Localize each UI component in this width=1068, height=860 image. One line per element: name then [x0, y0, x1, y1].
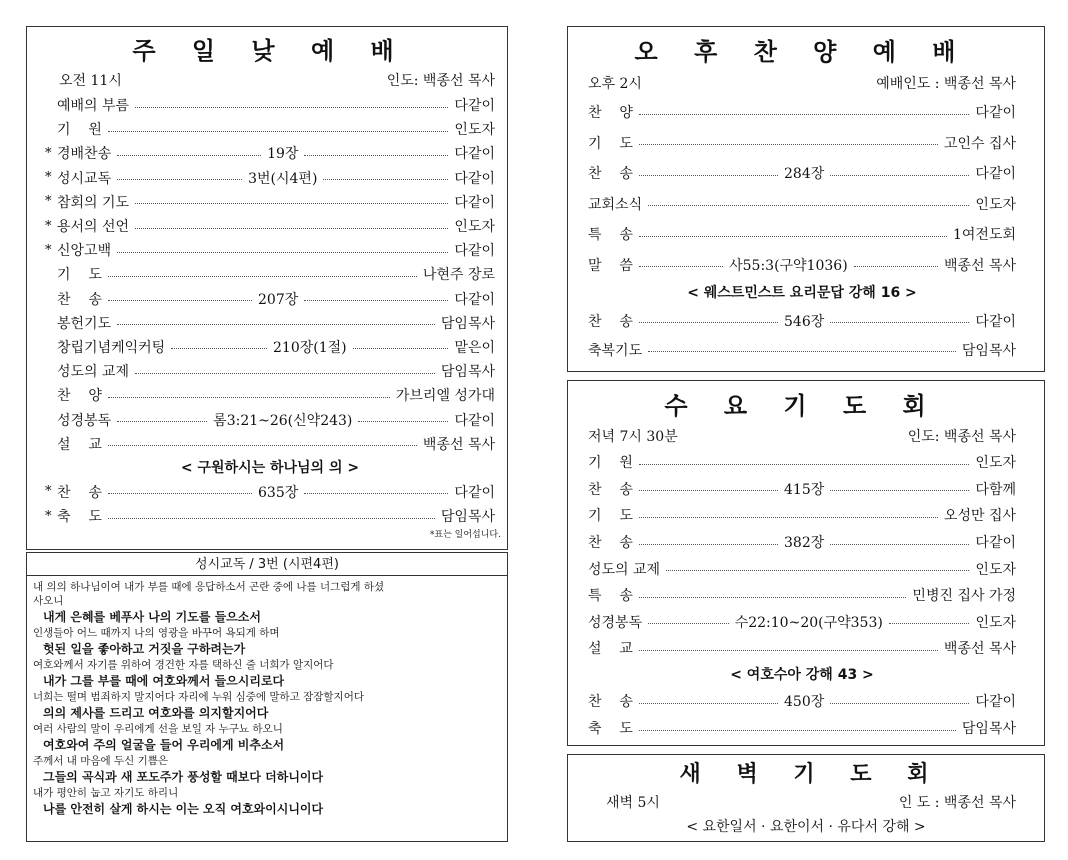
- wednesday-service-time: 저녁 7시 30분: [588, 429, 678, 445]
- dotted-leader: [639, 490, 778, 491]
- order-item: [588, 529, 1016, 556]
- order-item-label: 성도의 교제: [57, 364, 130, 381]
- wednesday-order-list: [588, 449, 1016, 662]
- dotted-leader: [358, 421, 448, 422]
- dotted-leader: [108, 276, 417, 277]
- psalm-lines: [33, 580, 501, 818]
- dotted-leader: [639, 464, 970, 465]
- psalm-leader-line: 사오니: [33, 595, 64, 607]
- order-item-label: 창립기념케익커팅: [57, 339, 166, 356]
- order-item-person: 다같이: [975, 166, 1016, 183]
- order-item-detail: 284장: [784, 166, 825, 183]
- order-item-detail: 635장: [258, 484, 299, 501]
- standing-marker: *: [45, 484, 52, 500]
- dawn-service-box: [567, 754, 1045, 842]
- order-item-person: 민병진 집사 가정: [912, 588, 1016, 605]
- order-item-detail: 415장: [784, 481, 825, 498]
- order-item-person: 맡은이: [454, 339, 496, 356]
- order-item-label: 경배찬송: [57, 146, 112, 163]
- order-item-label: 찬 송: [57, 291, 102, 308]
- standing-marker: *: [45, 170, 52, 186]
- order-item-person: 인도자: [975, 196, 1016, 213]
- order-item-label: 축복기도: [588, 342, 643, 359]
- order-item-label: 설 교: [57, 436, 102, 453]
- dawn-service-leader: 인 도 : 백종선 목사: [898, 795, 1016, 811]
- psalm-leader-line: 내가 평안히 눕고 자기도 하리니: [33, 787, 179, 799]
- order-item-detail: 수22:10~20(구약353): [734, 614, 883, 631]
- psalm-reading-box: [26, 552, 508, 842]
- dawn-service-topic: < 요한일서 · 요한이서 · 유다서 강해 >: [686, 819, 926, 835]
- psalm-response-line: 의의 제사를 드리고 여호와를 의지할지어다: [43, 706, 269, 720]
- order-item-label: 특 송: [588, 227, 633, 244]
- dotted-leader: [108, 300, 252, 301]
- order-item-label: 찬 송: [588, 481, 633, 498]
- dotted-leader: [108, 131, 449, 132]
- order-item-person: 1여전도회: [952, 227, 1016, 244]
- psalm-reading-title: 성시교독 / 3번 (시편4편): [27, 555, 507, 576]
- dotted-leader: [135, 373, 435, 374]
- order-item-label: 교회소식: [588, 196, 643, 213]
- order-item: [588, 158, 1016, 189]
- order-item: [588, 306, 1016, 335]
- order-item-person: 다같이: [975, 313, 1016, 330]
- dotted-leader: [353, 348, 449, 349]
- order-item-person: 백종선 목사: [943, 257, 1017, 274]
- dotted-leader: [666, 570, 969, 571]
- afternoon-sermon-title: < 웨스트민스트 요리문답 강해 16 >: [687, 285, 917, 301]
- dotted-leader: [639, 175, 778, 176]
- order-item-person: 가브리엘 성가대: [395, 388, 495, 405]
- dotted-leader: [648, 205, 969, 206]
- order-item: [45, 504, 495, 528]
- dotted-leader: [117, 155, 261, 156]
- psalm-response-line: 헛된 일을 좋아하고 거짓을 구하려는가: [43, 642, 246, 656]
- dotted-leader: [639, 266, 723, 267]
- order-item: [45, 311, 495, 335]
- dotted-leader: [639, 144, 938, 145]
- order-item-person: 다같이: [454, 170, 495, 187]
- order-item: [588, 635, 1016, 662]
- order-item-person: 담임목사: [440, 315, 495, 332]
- dotted-leader: [304, 300, 448, 301]
- order-item-person: 다같이: [454, 484, 495, 501]
- dotted-leader: [135, 228, 448, 229]
- dotted-leader: [108, 397, 390, 398]
- sunday-service-time: 오전 11시: [59, 73, 122, 89]
- order-item: [45, 407, 495, 431]
- order-item-label: 찬 송: [57, 484, 102, 501]
- dotted-leader: [830, 544, 969, 545]
- order-item: [588, 128, 1016, 159]
- order-item-label: 말 씀: [588, 257, 633, 274]
- order-item-person: 담임목사: [440, 509, 495, 526]
- psalm-leader-line: 주께서 내 마음에 두신 기쁨은: [33, 755, 169, 767]
- wednesday-sermon-title: < 여호수아 강해 43 >: [730, 666, 874, 683]
- dotted-leader: [639, 517, 938, 518]
- order-item: [588, 609, 1016, 636]
- dotted-leader: [830, 322, 969, 323]
- order-item-label: 성도의 교제: [588, 561, 661, 578]
- dotted-leader: [304, 493, 448, 494]
- dotted-leader: [117, 179, 242, 180]
- order-item: [45, 480, 495, 504]
- dotted-leader: [639, 114, 970, 115]
- order-item-label: 찬 송: [588, 166, 633, 183]
- wednesday-order-list-end: [588, 688, 1016, 742]
- order-item-label: 용서의 선언: [57, 219, 130, 236]
- order-item-label: 축 도: [588, 721, 633, 738]
- dotted-leader: [135, 107, 448, 108]
- order-item-detail: 210장(1절): [273, 339, 347, 356]
- order-item-label: 찬 송: [588, 313, 633, 330]
- sunday-service-leader: 인도: 백종선 목사: [386, 73, 495, 89]
- standing-note: *표는 일어섭니다.: [429, 530, 501, 541]
- order-item-person: 다같이: [975, 535, 1016, 552]
- order-item-person: 다같이: [454, 412, 496, 429]
- wednesday-service-box: [567, 380, 1045, 746]
- wednesday-service-title: 수 요 기 도 회: [664, 392, 940, 420]
- order-item-person: 오성만 집사: [943, 508, 1016, 525]
- order-item-label: 성경봉독: [588, 614, 643, 631]
- order-item-label: 성시교독: [57, 170, 112, 187]
- dotted-leader: [304, 155, 448, 156]
- afternoon-service-title: 오 후 찬 양 예 배: [634, 38, 970, 66]
- standing-marker: *: [45, 242, 52, 258]
- order-item: [45, 287, 495, 311]
- standing-marker: *: [45, 218, 52, 234]
- order-item-person: 백종선 목사: [943, 641, 1016, 658]
- sunday-service-box: [26, 26, 508, 550]
- dawn-service-title: 새 벽 기 도 회: [679, 762, 943, 787]
- order-item-label: 참회의 기도: [57, 194, 130, 211]
- afternoon-service-header: [588, 71, 1016, 97]
- order-item-person: 담임목사: [961, 342, 1016, 359]
- order-item-label: 축 도: [57, 509, 102, 526]
- order-item: [45, 117, 495, 141]
- afternoon-order-list: [588, 97, 1016, 280]
- dotted-leader: [117, 252, 448, 253]
- dotted-leader: [639, 703, 778, 704]
- order-item: [45, 214, 495, 238]
- order-item-person: 다같이: [454, 243, 495, 260]
- order-item-person: 담임목사: [440, 364, 495, 381]
- order-item: [588, 555, 1016, 582]
- order-item-person: 인도자: [454, 122, 495, 139]
- order-item-person: 다같이: [975, 105, 1016, 122]
- dotted-leader: [639, 544, 778, 545]
- order-item-person: 인도자: [975, 455, 1016, 472]
- afternoon-order-list-end: [588, 306, 1016, 364]
- order-item-detail: 450장: [784, 694, 825, 711]
- order-item: [45, 335, 495, 359]
- dotted-leader: [830, 490, 969, 491]
- order-item: [45, 93, 495, 117]
- dotted-leader: [108, 518, 435, 519]
- psalm-response-line: 내게 은혜를 베푸사 나의 기도를 들으소서: [43, 610, 261, 624]
- dotted-leader: [639, 236, 947, 237]
- order-item-detail: 207장: [258, 291, 299, 308]
- order-item-label: 기 원: [57, 122, 102, 139]
- psalm-leader-line: 여호와께서 자기를 위하여 경건한 자를 택하신 줄 너희가 알지어다: [33, 659, 334, 671]
- order-item-person: 고인수 집사: [943, 135, 1016, 152]
- dotted-leader: [639, 730, 956, 731]
- order-item: [588, 335, 1016, 364]
- dawn-service-header: [606, 791, 1016, 815]
- wednesday-service-header: [588, 425, 1016, 449]
- dotted-leader: [648, 623, 729, 624]
- order-item-label: 찬 양: [57, 388, 102, 405]
- order-item-label: 기 도: [57, 267, 102, 284]
- order-item-label: 설 교: [588, 641, 633, 658]
- order-item: [588, 250, 1016, 281]
- order-item: [588, 502, 1016, 529]
- order-item-label: 신앙고백: [57, 243, 112, 260]
- order-item-label: 찬 양: [588, 105, 633, 122]
- standing-marker: *: [45, 508, 52, 524]
- sunday-service-title: 주 일 낮 예 배: [132, 37, 408, 65]
- dotted-leader: [171, 348, 267, 349]
- order-item: [588, 688, 1016, 715]
- dotted-leader: [117, 421, 207, 422]
- psalm-leader-line: 내 의의 하나님이여 내가 부를 때에 응답하소서 곤란 중에 나를 너그럽게 하셨: [33, 581, 385, 593]
- order-item: [45, 190, 495, 214]
- order-item-label: 봉헌기도: [57, 315, 112, 332]
- order-item-person: 백종선 목사: [422, 436, 495, 453]
- order-item-person: 다같이: [975, 694, 1016, 711]
- order-item-label: 찬 송: [588, 535, 633, 552]
- psalm-leader-line: 너희는 떨며 범죄하지 말지어다 자리에 누워 심중에 말하고 잠잠할지어다: [33, 691, 364, 703]
- order-item-person: 다같이: [454, 194, 495, 211]
- order-item-label: 기 도: [588, 508, 633, 525]
- order-item: [588, 582, 1016, 609]
- order-item-person: 인도자: [454, 219, 495, 236]
- dotted-leader: [323, 179, 448, 180]
- order-item: [588, 715, 1016, 742]
- order-item: [45, 359, 495, 383]
- dotted-leader: [108, 445, 417, 446]
- order-item: [45, 166, 495, 190]
- standing-marker: *: [45, 194, 52, 210]
- order-item-label: 기 도: [588, 135, 633, 152]
- dotted-leader: [889, 623, 970, 624]
- dotted-leader: [135, 203, 448, 204]
- order-item-label: 특 송: [588, 588, 633, 605]
- order-item-detail: 롬3:21~26(신약243): [213, 412, 353, 429]
- dotted-leader: [854, 266, 938, 267]
- afternoon-service-box: [567, 26, 1045, 372]
- order-item-label: 기 원: [588, 455, 633, 472]
- order-item-person: 나현주 장로: [422, 267, 495, 284]
- psalm-response-line: 내가 그를 부를 때에 여호와께서 들으시리로다: [43, 674, 285, 688]
- dotted-leader: [830, 703, 969, 704]
- order-item-person: 인도자: [975, 561, 1016, 578]
- dotted-leader: [830, 175, 969, 176]
- order-item-person: 다같이: [454, 98, 495, 115]
- dotted-leader: [648, 351, 956, 352]
- order-item: [588, 449, 1016, 476]
- order-item-person: 다같이: [454, 146, 495, 163]
- order-item: [588, 219, 1016, 250]
- order-item: [45, 262, 495, 286]
- order-item-detail: 546장: [784, 313, 825, 330]
- psalm-leader-line: 여러 사람의 말이 우리에게 선을 보일 자 누구뇨 하오니: [33, 723, 283, 735]
- dotted-leader: [639, 650, 938, 651]
- order-item-person: 다같이: [454, 291, 495, 308]
- order-item: [588, 189, 1016, 220]
- sunday-sermon-title: < 구원하시는 하나님의 의 >: [180, 459, 360, 476]
- dotted-leader: [108, 493, 252, 494]
- order-item-person: 담임목사: [961, 721, 1016, 738]
- sunday-order-list-end: [45, 480, 495, 528]
- psalm-leader-line: 인생들아 어느 때까지 나의 영광을 바꾸어 욕되게 하며: [33, 627, 280, 639]
- order-item: [45, 383, 495, 407]
- order-item-label: 찬 송: [588, 694, 633, 711]
- psalm-response-line: 그들의 곡식과 새 포도주가 풍성할 때보다 더하니이다: [43, 770, 324, 784]
- psalm-response-line: 여호와여 주의 얼굴을 들어 우리에게 비추소서: [43, 738, 285, 752]
- psalm-response-line: 나를 안전히 살게 하시는 이는 오직 여호와이시니이다: [43, 802, 324, 816]
- sunday-order-list: [45, 93, 495, 456]
- dotted-leader: [639, 322, 778, 323]
- afternoon-service-leader: 예배인도 : 백종선 목사: [876, 76, 1016, 92]
- order-item: [45, 238, 495, 262]
- order-item-label: 성경봉독: [57, 412, 112, 429]
- order-item: [588, 476, 1016, 503]
- order-item-person: 다함께: [975, 481, 1016, 498]
- afternoon-service-time: 오후 2시: [588, 76, 642, 92]
- dotted-leader: [639, 597, 907, 598]
- dawn-service-time: 새벽 5시: [606, 795, 660, 811]
- order-item-label: 예배의 부름: [57, 98, 130, 115]
- order-item: [588, 97, 1016, 128]
- standing-marker: *: [45, 145, 52, 161]
- order-item: [45, 432, 495, 456]
- dotted-leader: [117, 324, 435, 325]
- order-item-detail: 사55:3(구약1036): [729, 257, 848, 274]
- order-item-detail: 3번(시4편): [248, 170, 318, 187]
- wednesday-service-leader: 인도: 백종선 목사: [907, 429, 1016, 445]
- order-item: [45, 141, 495, 165]
- sunday-service-header: [45, 69, 495, 93]
- order-item-detail: 19장: [267, 146, 299, 163]
- order-item-detail: 382장: [784, 535, 825, 552]
- order-item-person: 인도자: [975, 614, 1017, 631]
